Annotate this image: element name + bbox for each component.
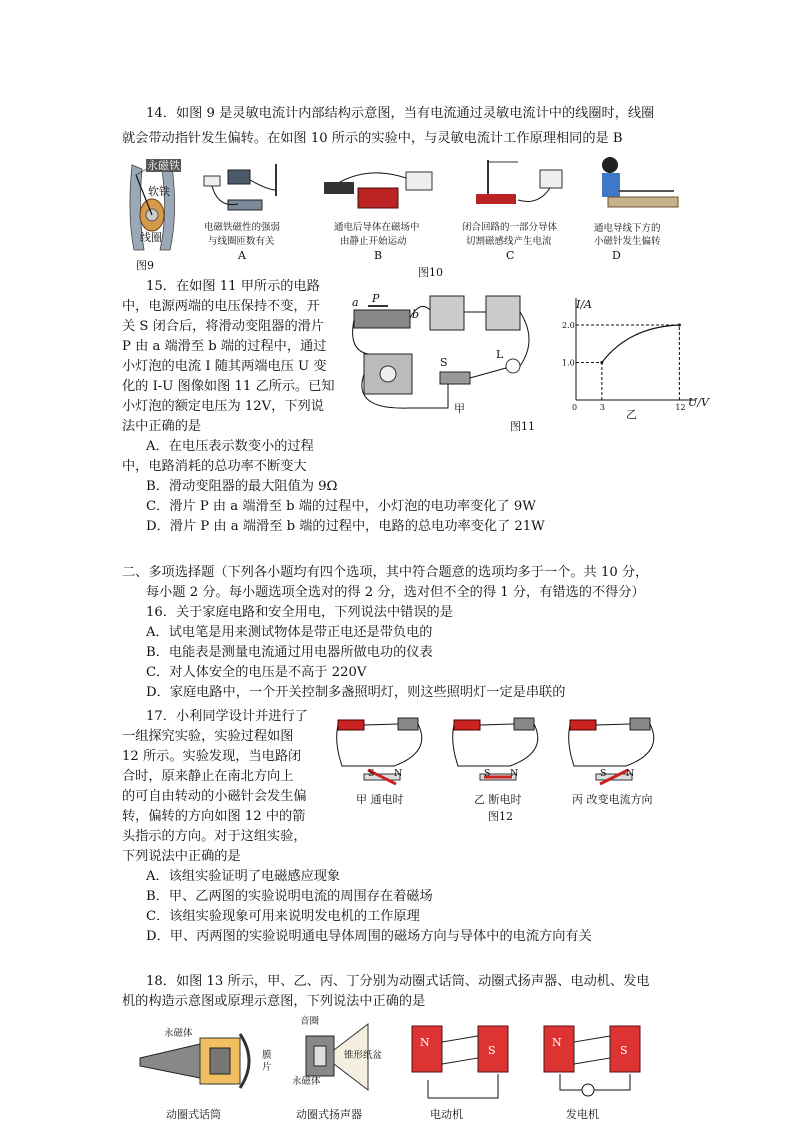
- compass-s-label: S: [484, 768, 491, 779]
- q17-line-7: 下列说法中正确的是: [122, 849, 241, 864]
- chart-yi-label: 乙: [626, 408, 637, 421]
- q15-option-b: B．滑动变阻器的最大阻值为 9Ω: [146, 479, 338, 494]
- q16-option-c: C．对人体安全的电压是不高于 220V: [146, 665, 367, 680]
- compass-s-label: S: [368, 768, 375, 779]
- figure-10-caption: 图10: [418, 266, 443, 279]
- generator-n-label: N: [552, 1036, 562, 1049]
- compass-n-label: N: [394, 768, 403, 779]
- q17-line-1: 一组探究实验，实验过程如图: [122, 729, 294, 744]
- chart-x-axis-label: U/V: [688, 396, 709, 409]
- figure-9-caption: 图9: [136, 259, 154, 272]
- galvanometer-diagram: [122, 155, 192, 270]
- circuit-compass-icon: [566, 712, 666, 787]
- figure-11-circuit: [348, 290, 548, 430]
- microphone-diagram: [140, 1020, 280, 1100]
- figure-13-generator: [540, 1018, 650, 1123]
- compass-n-label: N: [510, 768, 519, 779]
- mic-film-label-2: 片: [262, 1062, 272, 1073]
- q16-option-a: A．试电笔是用来测试物体是带正电还是带负电的: [146, 625, 433, 640]
- panel-c-desc-1: 闭合回路的一部分导体: [462, 222, 558, 233]
- q16-option-d: D．家庭电路中，一个开关控制多盏照明灯，则这些照明灯一定是串联的: [146, 685, 566, 700]
- q18-line1: 18．如图 13 所示，甲、乙、丙、丁分别为动圈式话筒、动圈式扬声器、电动机、发电: [146, 974, 650, 989]
- q15-line-7: 法中正确的是: [122, 419, 202, 434]
- q14-line1: 14．如图 9 是灵敏电流计内部结构示意图，当有电流通过灵敏电流计中的线圈时，线圈: [146, 106, 655, 121]
- q15-line-3: P 由 a 端滑至 b 端的过程中，通过: [122, 339, 327, 354]
- data-point: [678, 324, 681, 327]
- panel-a-desc-1: 电磁铁磁性的强弱: [204, 222, 281, 233]
- panel-d-desc-2: 小磁针发生偏转: [594, 236, 661, 247]
- q15-option-c: C．滑片 P 由 a 端滑至 b 端的过程中，小灯泡的电功率变化了 9W: [146, 499, 536, 514]
- circuit-jia-label: 甲: [454, 402, 465, 415]
- q15-line-0: 15．在如图 11 甲所示的电路: [146, 279, 320, 294]
- figure-12-caption-bing: 丙 改变电流方向: [572, 793, 653, 806]
- section2-header-line1: 二、多项选择题（下列各小题均有四个选项，其中符合题意的选项均多于一个。共 10 分，: [122, 565, 649, 580]
- figure-12-panel-yi: [450, 712, 550, 787]
- q17-option-b: B．甲、乙两图的实验说明电流的周围存在着磁场: [146, 889, 433, 904]
- x-tick-label: 12: [675, 403, 686, 412]
- y-tick-label: 1.0: [562, 358, 575, 368]
- motor-rail-apparatus-icon: [320, 160, 440, 220]
- q15-option-d: D．滑片 P 由 a 端滑至 b 端的过程中，电路的总电功率变化了 21W: [146, 519, 545, 534]
- label-coil: 线圈: [140, 231, 162, 244]
- speaker-caption: 动圈式扬声器: [296, 1108, 362, 1121]
- figure-9: [122, 155, 192, 270]
- speaker-cone-label: 锥形纸盆: [344, 1050, 383, 1061]
- q15-line-1: 中，电源两端的电压保持不变，开: [122, 299, 320, 314]
- x-tick-label: 0: [572, 403, 578, 412]
- panel-c-label: C: [506, 249, 515, 262]
- electromagnet-apparatus-icon: [198, 160, 298, 220]
- mic-magnet-label: 永磁体: [164, 1028, 193, 1039]
- q15-line-5: 化的 I-U 图像如图 11 乙所示。已知: [122, 379, 335, 394]
- figure-10-panel-b: [320, 160, 440, 265]
- q15-option-a-2: 中，电路消耗的总功率不断变大: [122, 459, 307, 474]
- q17-option-d: D．甲、丙两图的实验说明通电导体周围的磁场方向与导体中的电流方向有关: [146, 929, 592, 944]
- figure-12-panel-bing: [566, 712, 666, 787]
- section2-header-line2: 每小题 2 分。每小题选项全选对的得 2 分，选对但不全的得 1 分，有错选的不得分）: [146, 585, 645, 600]
- figure-12-caption-jia: 甲 通电时: [356, 793, 404, 806]
- figure-11-caption: 图11: [510, 420, 535, 433]
- figure-13-speaker: [292, 1016, 402, 1123]
- speaker-coil-label: 音圈: [300, 1016, 320, 1027]
- figure-12-caption-yi: 乙 断电时: [474, 793, 522, 806]
- circuit-compass-icon: [450, 712, 550, 787]
- label-soft-iron: 软铁: [148, 185, 170, 198]
- generator-caption: 发电机: [566, 1108, 599, 1121]
- panel-b-label: B: [374, 249, 383, 262]
- q15-line-6: 小灯泡的额定电压为 12V，下列说: [122, 399, 324, 414]
- motor-n-label: N: [420, 1036, 430, 1049]
- compass-n-label: N: [626, 768, 635, 779]
- q17-option-c: C．该组实验现象可用来说明发电机的工作原理: [146, 909, 420, 924]
- panel-d-label: D: [612, 249, 621, 262]
- panel-b-desc-2: 由静止开始运动: [340, 236, 407, 247]
- mic-caption: 动圈式话筒: [166, 1108, 221, 1121]
- q18-line2: 机的构造示意图或原理示意图，下列说法中正确的是: [122, 994, 426, 1009]
- slider-p-label: P: [372, 292, 380, 305]
- mic-film-label-1: 膜: [262, 1050, 272, 1061]
- terminal-b-label: b: [412, 308, 420, 321]
- panel-d-desc-1: 通电导线下方的: [594, 223, 661, 234]
- q17-line-6: 头指示的方向。对于这组实验，: [122, 829, 307, 844]
- figure-11-graph: [556, 296, 709, 426]
- chart-y-axis-label: I/A: [576, 298, 592, 311]
- panel-b-desc-1: 通电后导体在磁场中: [334, 222, 420, 233]
- generator-s-label: S: [620, 1044, 628, 1057]
- speaker-magnet-label: 永磁体: [292, 1076, 321, 1087]
- q17-line-0: 17．小利同学设计并进行了: [146, 709, 308, 724]
- motor-caption: 电动机: [430, 1108, 463, 1121]
- panel-c-desc-2: 切割磁感线产生电流: [466, 236, 552, 247]
- terminal-a-label: a: [352, 296, 359, 309]
- q17-line-3: 合时，原来静止在南北方向上: [122, 769, 294, 784]
- oersted-experiment-icon: [588, 155, 684, 221]
- y-tick-label: 2.0: [562, 321, 575, 330]
- panel-a-desc-2: 与线圈匝数有关: [208, 236, 275, 247]
- figure-10-panel-c: [458, 160, 568, 265]
- x-tick-label: 3: [599, 403, 605, 412]
- generator-diagram: [540, 1018, 650, 1102]
- q16-option-b: B．电能表是测量电流通过用电器所做电功的仪表: [146, 645, 433, 660]
- q15-line-2: 关 S 闭合后，将滑动变阻器的滑片: [122, 319, 325, 334]
- q14-line2: 就会带动指针发生偏转。在如图 10 所示的实验中，与灵敏电流计工作原理相同的是 B: [122, 131, 623, 146]
- figure-10-panel-d: [588, 155, 684, 265]
- figure-10-panel-a: [198, 160, 298, 265]
- circuit-diagram: [348, 290, 548, 430]
- figure-12-panel-jia: [334, 712, 434, 787]
- figure-13-motor: [408, 1018, 518, 1123]
- q17-line-2: 12 所示。实验发现，当电路闭: [122, 749, 302, 764]
- circuit-compass-icon: [334, 712, 434, 787]
- motor-s-label: S: [488, 1044, 496, 1057]
- compass-s-label: S: [600, 768, 607, 779]
- q15-option-a-1: A．在电压表示数变小的过程: [146, 439, 314, 454]
- data-point: [600, 361, 603, 364]
- motor-diagram: [408, 1018, 518, 1102]
- q17-line-4: 的可自由转动的小磁针会发生偏: [122, 789, 307, 804]
- q17-line-5: 转，偏转的方向如图 12 中的箭: [122, 809, 306, 824]
- q15-line-4: 小灯泡的电流 I 随其两端电压 U 变: [122, 359, 327, 374]
- induction-apparatus-icon: [458, 160, 568, 220]
- q16-stem: 16．关于家庭电路和安全用电，下列说法中错误的是: [146, 605, 453, 620]
- lamp-l-label: L: [496, 348, 504, 361]
- switch-s-label: S: [440, 356, 448, 369]
- panel-a-label: A: [238, 249, 246, 262]
- label-permanent-magnet: 永磁铁: [147, 159, 180, 172]
- figure-12-caption: 图12: [488, 810, 513, 823]
- iu-chart: [556, 296, 706, 426]
- q17-option-a: A．该组实验证明了电磁感应现象: [146, 869, 341, 884]
- figure-13-microphone: [140, 1020, 280, 1123]
- series-line: [602, 325, 680, 363]
